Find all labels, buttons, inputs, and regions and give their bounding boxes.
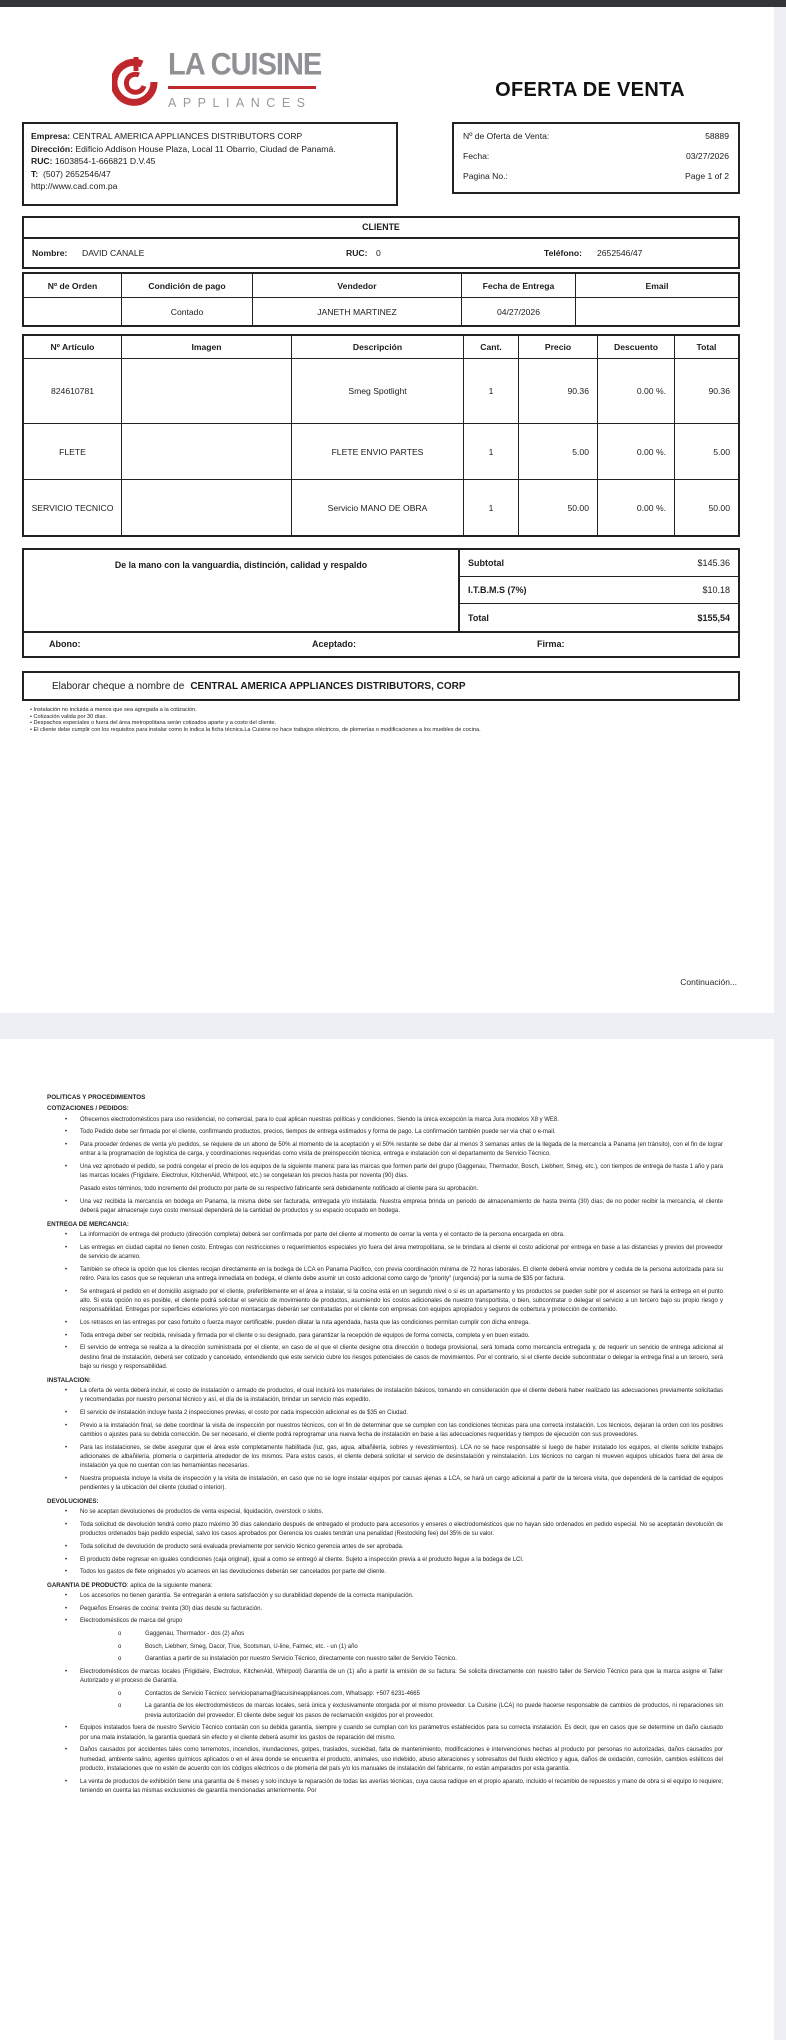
policy-item-text: La oferta de venta deberá incluir, el costo de instalación o armado de productos, el cual incluirá los materiales de instalación básicos, tomando en consideración que el cliente deberá haber realizado las adecuaciones previamente solicitadas y recomendadas por nuestro personal técnico y así, el día de la instalación, brindar un servicio más expedito. [80,1388,723,1404]
continuation-label: Continuación... [680,977,737,987]
bullet-glyph: • [65,1422,68,1429]
policy-item [47,1288,723,1316]
bullet-glyph: • [65,1476,68,1482]
policy-item [47,1543,723,1552]
cheque-payee: CENTRAL AMERICA APPLIANCES DISTRIBUTORS, CORP [190,680,466,692]
policy-item [47,1163,723,1182]
bullet-glyph: • [65,1778,68,1785]
item-total-cell: 5.00 [674,424,738,479]
footer-note: • Cotización valida por 30 días. [30,713,107,720]
item-precio-cell: 5.00 [518,424,597,479]
company-phone-line: T: (507) 2652546/47 [31,168,111,179]
company-address-line: Dirección: Edificio Addison House Plaza, Local 11 Obarrio, Ciudad de Panamá. [31,143,336,154]
client-phone-value: 2652546/47 [597,248,643,258]
items-header-cell: Descripción [291,336,463,358]
item-descuento-cell: 0.00 %. [597,424,674,479]
bullet-glyph: • [65,1593,68,1600]
totals-row [460,550,738,577]
policy-item-text: Toda solicitud de devolución tendrá como plazo máximo 30 días calendario después de entregado el producto para accesorios y enseres o electrodomésticos que no hayan sido ordenados en pedido especial. No se aceptarán devolución de productos ordenados bajo pedido especial, salvo los casos aprobados por Gerencia los cuales tendrán una penalidad (Restocking fee) del 35% de su valor. [80,1522,723,1538]
company-info-box [22,122,398,206]
totals-label: Total [468,612,489,623]
item-descripcion-cell: Smeg Spotlight [291,359,463,423]
client-name-label: Nombre: [32,248,68,258]
offer-info-label: Nº de Oferta de Venta: [463,131,550,141]
footer-note: • El cliente debe cumplir con los requisitos para instalar como lo indica la ficha técnica.La Cuisine no hace trabajos eléctricos, de plomerías o modificaciones a los muebles de cocina. [30,726,481,733]
client-name-value: DAVID CANALE [82,248,145,258]
item-total-cell: 50.00 [674,480,738,535]
order-table-value-row [24,297,738,325]
policy-item [47,1444,723,1472]
bullet-glyph: • [65,1388,68,1394]
bullet-glyph: • [65,1668,68,1675]
policy-item [47,1568,723,1577]
items-header-cell: Cant. [463,336,518,358]
policy-item [47,1521,723,1540]
policy-item-text: Todo Pedido debe ser firmada por el cliente, confirmando productos, precios, tiempos de entrega estimados y forma de pago. La confirmación también puede ser via chat o e-mail. [80,1129,556,1136]
document-page-2 [0,1039,774,2040]
policy-heading-rest: : aplica de la siguiente manera: [126,1581,213,1589]
policy-item-text: Electrodomésticos de marca del grupo [80,1618,183,1625]
document-title: OFERTA DE VENTA [495,79,685,101]
offer-info-box [452,122,740,194]
item-articulo-cell: 824610781 [50,386,94,396]
policy-item [47,1244,723,1263]
bullet-glyph: • [65,1522,68,1528]
policy-item-text: El servicio de instalación incluye hasta 2 inspecciones previas, el costo por cada inspección adicional es de $35 en Ciudad. [80,1410,408,1416]
bullet-glyph: • [65,1288,68,1295]
policy-section-heading [47,1220,723,1229]
policy-item-text: Los accesorios no tienen garantía. Se entregarán a entera satisfacción y su durabilidad depende de la correcta manipulación. [80,1593,414,1600]
policy-item-text: Una vez recibida la mercancía en bodega en Panama, la misma debe ser facturada, entregada y/o instalada. Nuestra empresa brinda un periodo de almacenamiento de hasta treinta (30) días; de no poder recibir la mercancía, el cliente deberá pagar almacenaje cuyo costo mensual dependerá de la cantidad de productos y su espacio ocupado en bodega. [80,1198,723,1214]
table-row [24,423,738,479]
policy-section-heading [47,1581,723,1590]
bullet-glyph: • [65,1332,68,1339]
signature-row [24,631,738,656]
policy-item [47,1198,723,1217]
bullet-glyph: • [65,1232,68,1238]
item-cant-cell: 1 [463,424,518,479]
policy-item-text: El servicio de entrega se realiza a la dirección suministrada por el cliente, en caso de el que el cliente designe otra dirección o bodega provisional, será tomada como mercancía entregada y, de requerir un servicio de entrega adicional al destino final de instalación, deberá ser cotizado y cancelado, entendiendo que este servicio cubre los riesgos potenciales de casos de movimientos. Por el contrario, si el cliente decide subcontratar o delegar la entrega final a un tercero, será bajo su riesgo y responsabilidad. [80,1345,723,1370]
policy-item [47,1724,723,1743]
policy-item-text: La información de entrega del producto (dirección completa) deberá ser confirmada por parte del cliente al momento de cerrar la venta y el contacto de la persona encargada en obra. [80,1232,565,1238]
policy-item [47,1141,723,1160]
totals-box [22,548,740,658]
order-header-cell: Fecha de Entrega [461,274,575,297]
items-header-row [24,336,738,358]
totals-label: Subtotal [468,558,504,568]
top-window-edge [0,0,786,7]
bullet-glyph: • [65,1129,68,1136]
order-header-cell: Condición de pago [121,274,252,297]
policy-item-text: Las entregas en ciudad capital no tienen costo. Entregas con restricciones o requerimientos especiales y/o fuera del área metropolitana, se le brindara al cliente el costo adicional por entrega en base a las distancias y previos del proveedor de servicio de acarreo. [80,1244,723,1260]
bullet-glyph: • [65,1244,68,1251]
items-header-cell: Imagen [121,336,291,358]
bullet-glyph: • [65,1142,68,1148]
footer-note: • Despachos especiales o fuera del área metropolitana serán cotizados aparte y a costo del cliente. [30,720,277,727]
company-name-line: Empresa: CENTRAL AMERICA APPLIANCES DISTRIBUTORS CORP [31,131,303,141]
items-header-cell: Total [674,336,738,358]
policy-sub-text: Garantías a partir de su instalación por nuestro Servicio Técnico, directamente con nuestro taller de Servicio Técnico. [145,1656,457,1663]
offer-info-label: Fecha: [463,151,490,161]
item-cant-cell: 1 [463,480,518,535]
policy-item-text: Para proceder órdenes de venta y/o pedidos, se requiere de un abono de 50% al momento de la aceptación y el 50% restante se debe dar al menos 3 semanas antes de la llegada de la mercancía a Panama (en tránsito), con el fin de lograr entrar a la programación de logística de carga, y coordinaciones requeridas como visita de preinspección técnica, entrega e instalación con el departamento de Servicio Técnico. [80,1142,723,1158]
policy-heading-bold: INSTALACION: [47,1376,91,1384]
client-phone-label: Teléfono: [544,248,583,258]
items-table [22,334,740,537]
item-descripcion-cell: FLETE ENVIO PARTES [291,424,463,479]
client-ruc-value: 0 [376,248,381,258]
item-descuento-cell: 0.00 %. [597,359,674,423]
policy-item-text: Ofrecemos electrodomésticos para uso residencial, no comercial, para lo cual aplican nuestras políticas y condiciones. Siendo la única excepción la marca Jura modelos X8 y WE8. [80,1116,559,1123]
policy-item [47,1128,723,1137]
totals-value: $10.18 [702,585,730,595]
policy-item [47,1266,723,1285]
order-header-cell: Nº de Orden [47,280,98,291]
bullet-glyph: • [65,1198,68,1205]
offer-info-value: 58889 [705,131,729,141]
sub-bullet-glyph: o [118,1643,122,1650]
policy-sub-item [47,1655,723,1664]
firma-label: Firma: [537,639,565,649]
policy-section-heading [47,1104,723,1113]
aceptado-label: Aceptado: [312,639,357,649]
items-header-cell: Descuento [597,336,674,358]
bullet-glyph: • [65,1747,68,1754]
items-header-cell: Nº Artículo [50,342,95,352]
policy-item-text: También se ofrece la opción que los clientes recojan directamente en la bodega de LCA en Panama Pacifico, con previa coordinación mínima de 72 horas laborales. El cliente deberá enviar nombre y cedula de la persona autorizada para su retiro. Para los casos que se requieran una entrega inmediata en bodega, el cliente debe asumir un costo adicional como cargo de "priority" (urgencia) por la suma de $35 por factura. [80,1266,723,1282]
sub-bullet-glyph: o [118,1656,122,1663]
totals-upper [24,550,738,631]
offer-info-row [463,151,729,161]
bullet-glyph: • [65,1345,68,1352]
order-info-table [22,272,740,327]
bullet-glyph: • [65,1266,68,1273]
policy-item-text: Una vez aprobado el pedido, se podrá congelar el precio de los equipos de la siguiente manera: para las marcas que formen parte del grupo (Gaggenau, Thermador, Bosch, Liebherr, Smeg, etc.), con tiempos de entrega de hasta 1 año y para las marcas locales (Frigidaire, Electrolux, KitchenAid, Whirpool, etc.) se congelaran los precios hasta por noventa (90) días. [80,1164,723,1180]
order-header-cell: Vendedor [252,274,461,297]
policy-item [47,1116,723,1125]
policy-heading-bold: ENTREGA DE MERCANCIA: [47,1220,129,1228]
policy-item [47,1508,723,1517]
policies-section [47,1093,723,1800]
order-header-cell: Email [575,274,738,297]
policy-item [47,1409,723,1418]
policy-item [47,1778,723,1797]
abono-label: Abono: [49,639,81,649]
bullet-glyph: • [65,1556,68,1563]
policy-item [47,1344,723,1372]
la-cuisine-logo-icon [112,55,160,111]
policy-item [47,1746,723,1774]
company-logo [112,47,322,111]
table-row [24,358,738,423]
offer-info-row [463,131,729,141]
bullet-glyph: • [65,1320,68,1326]
company-ruc-line: RUC: 1603854-1-666821 D.V.45 [31,156,156,167]
order-value-cell [24,298,121,325]
policy-item [47,1185,723,1194]
client-section-title: CLIENTE [24,218,738,239]
policy-sub-text: Bosch, Liebherr, Smeg, Dacor, True, Scotsman, U-line, Falmec, etc. - un (1) año [145,1643,358,1650]
bullet-glyph: • [65,1410,68,1416]
offer-info-label: Pagina No.: [463,171,508,181]
client-section [22,216,740,269]
item-imagen-cell [121,359,291,423]
bullet-glyph: • [65,1544,68,1550]
bullet-glyph: • [65,1164,68,1170]
client-ruc-label: RUC: [346,248,368,258]
bullet-glyph: • [65,1725,68,1732]
totals-value: $155,54 [697,612,730,623]
order-value-cell: JANETH MARTINEZ [252,298,461,325]
policy-sub-text: La garantía de los electrodomésticos de marcas locales, será única y exclusivamente otorgada por el mismo proveedor. La Cuisine (LCA) no puede hacerse responsable de cambios de productos, ni reparaciones sin previa autorización del proveedor. El cliente debe seguir los pasos de reclamación exigidos por el proveedor. [145,1703,723,1719]
policy-item [47,1332,723,1341]
policy-item [47,1387,723,1406]
policy-item-text: Para las instalaciones, se debe asegurar que el área este completamente habilitada (luz, gas, agua, albañilería, sobres y revestimientos). LCA no se hace responsable si luego de haber instalado los equipos, el cliente solicite trabajos adicionales de albañilería, plomería o carpintería alrededor de los mismos. Para estos casos, el cliente deberá solicitar el servicio de desinstalación y reinstalación. Los técnicos no cargan ni mueven equipos ubicados fuera del área de instalación ya que no cuentan con las herramientas necesarias. [80,1444,723,1470]
order-value-cell: Contado [121,298,252,325]
offer-info-value: 03/27/2026 [685,151,729,161]
bullet-glyph: • [65,1618,68,1625]
policy-item-text: Equipos instalados fuera de nuestro Servicio Técnico contarán con su debida garantía, siempre y cuando se cumplan con los parámetros establecidos para su correcta instalación. Es decir, que en casos que se determine un daño causado por una mala instalación, la garantía quedará sin efecto y el cliente deberá asumir los gastos de reparación del mismo. [80,1725,723,1741]
item-descuento-cell: 0.00 %. [597,480,674,535]
item-imagen-cell [121,480,291,535]
policy-item-text: La venta de productos de exhibición tiene una garantía de 6 meses y solo incluye la reparación de todas las averías técnicas, cuya causa radique en el propio aparato, incluido el recambio de repuestos y mano de obra si el equipo lo requiere; teniendo en cuenta las mismas exclusiones de garantía mencionadas anteriormente. Por [80,1778,723,1795]
item-descripcion-cell: Servicio MANO DE OBRA [291,480,463,535]
policy-item-text: Nuestra propuesta incluye la visita de inspección y la visita de instalación, en caso que no se logre instalar equipos por causas ajenas a LCA, se hará un cargo adicional a partir de la tercera visita, que dependerá de la cantidad de equipos pendientes y la ubicación del cliente (ciudad o interior). [80,1476,723,1492]
policy-item [47,1617,723,1626]
offer-info-value: Page 1 of 2 [685,171,729,181]
totals-value: $145.36 [697,558,730,568]
policy-item-text: Toda entrega deber ser recibida, revisada y firmada por el cliente o su designado, para garantizar la recepción de equipos de forma correcta, completa y en buen estado. [80,1332,530,1339]
policy-item-text: Previo a la instalación final, se debe coordinar la visita de inspección por nuestros técnicos, con el fin de determinar que se cumplen con las condiciones técnicas para una correcta instalación. Los técnicos, dejaran la orden con los posibles cambios o ajustes para su debida corrección. De ser necesario, el cliente podrá reprogramar una nueva fecha de instalación en base a las adecuaciones requeridas y tiempos de ejecución con sus proveedores. [80,1422,723,1438]
policy-heading-bold: DEVOLUCIONES: [47,1498,99,1505]
company-slogan: De la mano con la vanguardia, distinción, calidad y respaldo [24,550,460,631]
policy-item [47,1592,723,1601]
policy-sub-item [47,1643,723,1652]
policy-item-text: Los retrasos en las entregas por caso fortuito o fuerza mayor certificable, pueden dilatar la ruta agendada, hasta que las condiciones permitan cumplir con dicha entrega. [80,1320,530,1326]
item-total-cell: 90.36 [674,359,738,423]
bullet-glyph: • [65,1116,68,1123]
order-value-cell: 04/27/2026 [461,298,575,325]
policy-item-text: No se aceptan devoluciones de productos de venta especial, liquidación, overstock o slobs. [80,1509,324,1516]
brand-subtitle: APPLIANCES [168,96,312,110]
cheque-instruction-box [22,671,740,701]
policies-title: POLITICAS Y PROCEDIMIENTOS [47,1094,146,1101]
policy-sub-item [47,1702,723,1721]
policy-section-heading [47,1497,723,1506]
bullet-glyph: • [65,1509,68,1516]
totals-label: I.T.B.M.S (7%) [468,585,527,595]
item-cant-cell: 1 [463,359,518,423]
brand-name: LA CUISINE [168,47,322,83]
policy-sub-text: Gaggenau, Thermador - dos (2) años [145,1630,245,1637]
logo-text-block [168,47,322,110]
policy-item [47,1319,723,1328]
table-row [24,479,738,535]
policy-section-heading [47,1376,723,1385]
totals-row [460,604,738,631]
sub-bullet-glyph: o [118,1690,122,1697]
item-imagen-cell [121,424,291,479]
footer-notes [30,707,736,733]
policy-item-text: Se entregará el pedido en el domicilio asignado por el cliente, preferiblemente en el área a instalar, si la cocina está en un segundo nivel o si es un apartamento y los productos se pueden subir por el ascensor se hará la entrega en el punto alto. Si esta opción no es posible, el cliente podrá solicitar el servicio de movimiento de productos, asumiendo los costos adicionales de nuestro transportista, o bien, subcontratar o delegar el servicio a un tercero bajo su propio riesgo y responsabilidad. Entregas por superficies exteriores y/o con montacargas deberán ser contratadas por el cliente con empresas con equipos apropiados y seguros de cobertura y protección de contenido. [80,1288,723,1314]
item-precio-cell: 50.00 [518,480,597,535]
policy-item [47,1422,723,1441]
bullet-glyph: • [65,1444,68,1451]
bullet-glyph: • [65,1569,68,1576]
brand-underline [168,86,316,89]
policy-item-text: El producto debe regresar en iguales condiciones (caja original), igual a como se entregó al cliente. Sujeto a inspección previa a el producto llegue a la bodega de LCI. [80,1556,524,1563]
document-page-1 [0,7,774,1013]
policy-sub-item [47,1690,723,1699]
policy-item-text: Pasado estos términos, todo incremento del producto por parte de su respectivo fabricante será debidamente notificado al cliente para su aprobación. [80,1186,479,1192]
footer-note: • Instalación no incluida a menos que sea agregada a la cotización. [30,707,197,713]
policy-item-text: Daños causados por accidentes tales como terremotos, incendios, inundaciones, golpes, traslados, suciedad, falta de mantenimiento, modificaciones e intervenciones hechas al producto por personas no autorizadas, daños causados por humedad, ambiente salino, agentes químicos aplicados o en el área donde se encuentra el producto, animales, uso indebido, abuso alteraciones y sobresaltos del fluido eléctrico y agua, daños de oxidación, corrosión, cambios estéticos del producto, instalaciones que no estén de acuerdo con los códigos eléctricos o de plomería del país y/o los manuales de instalación del fabricante, no están amparados por esta garantía. [80,1747,723,1773]
sub-bullet-glyph: o [118,1703,122,1710]
policy-item-text: Pequeños Enseres de cocina: treinta (30) días desde su facturación. [80,1605,263,1612]
company-website-line: http://www.cad.com.pa [31,181,118,192]
policy-item [47,1605,723,1614]
sub-bullet-glyph: o [118,1630,122,1637]
client-info-row [24,239,738,267]
order-table-header-row [24,274,738,297]
policy-sub-item [47,1630,723,1639]
totals-row [460,577,738,604]
order-value-cell [575,298,738,325]
policy-item-text: Todos los gastos de flete originados y/o acarreos en las devoluciones deberán ser cancelados por parte del cliente. [80,1569,387,1576]
policy-item [47,1668,723,1687]
item-precio-cell: 90.36 [518,359,597,423]
item-articulo-cell: FLETE [59,446,86,457]
policy-item-text: Toda solicitud de devolución de producto será evaluada previamente por servicio técnico gerencia antes de ser aprobada. [80,1544,404,1550]
policy-sub-text: Contactos de Servicio Técnico: serviciopanama@lacuisineappliances.com, Whatsapp: +507 6231-4665 [145,1690,420,1697]
totals-rows [460,550,738,631]
bullet-glyph: • [65,1605,68,1612]
policy-item [47,1475,723,1494]
items-header-cell: Precio [518,336,597,358]
policy-item-text: Electrodomésticos de marcas locales (Frigidaire, Electrolux, KitchenAid, Whirpool) Garantía de un (1) año a partir la emisión de su factura. Se solicita directamente con nuestro taller de Servicio Técnico para que la marca asigne el Taller Autorizado y el proceso de Garantía. [80,1668,723,1685]
policy-item [47,1556,723,1565]
policy-heading-bold: COTIZACIONES / PEDIDOS: [47,1105,129,1113]
item-articulo-cell: SERVICIO TECNICO [31,502,114,513]
cheque-prefix: Elaborar cheque a nombre de [52,680,185,692]
policy-item [47,1231,723,1240]
policy-heading-bold: GARANTIA DE PRODUCTO [47,1581,127,1589]
offer-info-row [463,171,729,181]
